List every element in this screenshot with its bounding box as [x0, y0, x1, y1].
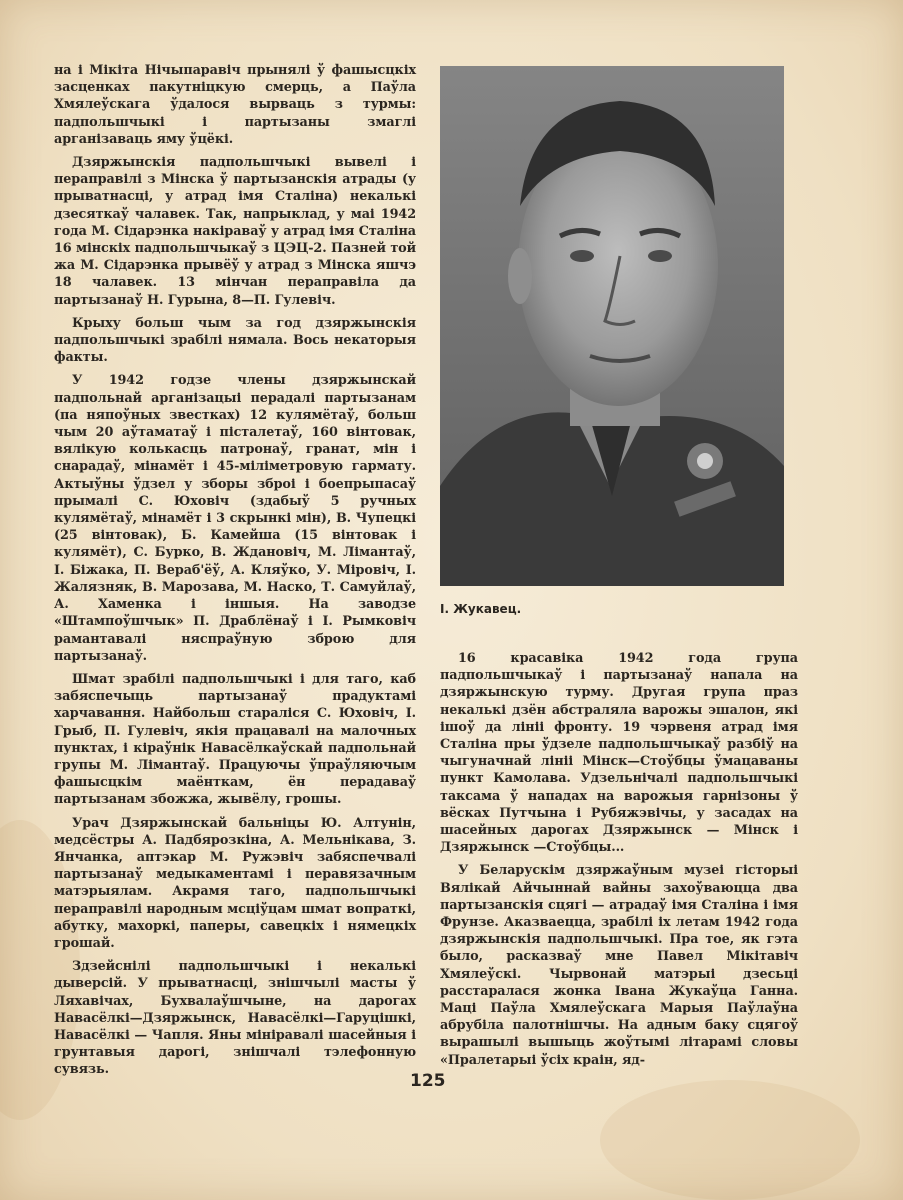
paragraph: Здзейснілі падпольшчыкі і некалькі дыверсій. У прыватнасці, знішчылі масты ў Ляхавічах, Бухвалаўшчыне, на дарогах Навасёлкі—Дзяржынск, Навасёлкі—Гаруцішкі, Навасёлкі — Чапля. Яны мініравалі шасейныя і грунтавыя дарогі, знішчалі тэлефонную сувязь.: [54, 959, 416, 1078]
paragraph: Дзяржынскія падпольшчыкі вывелі і пераправілі з Мінска ў партызанскія атрады (у прыватнасці, у атрад імя Сталіна) некалькі дзесяткаў чалавек. Так, напрыклад, у маі 1942 года М. Сідарэнка накіраваў у атрад імя Сталіна 16 мінскіх падпольшчыкаў з ЦЭЦ-2. Пазней той жа М. Сідарэнка прывёў у атрад з Мінска яшчэ 18 чалавек. 13 мінчан пераправіла да партызанаў Н. Гурына, 8—П. Гулевіч.: [54, 155, 416, 308]
portrait-image: [440, 66, 784, 586]
paragraph: Урач Дзяржынскай бальніцы Ю. Алтунін, медсёстры А. Падбярозкіна, А. Мельнікава, З. Янчанка, аптэкар М. Ружэвіч забяспечвалі партызанаў медыкаментамі і перавязачным матэрыялам. Акрамя таго, падпольшчыкі пераправілі народным мсціўцам шмат вопраткі, абутку, махоркі, паперы, савецкіх і нямецкіх грошай.: [54, 815, 416, 951]
paragraph: на і Мікіта Нічыпаравіч прынялі ў фашысцкіх засценках пакутніцкую смерць, а Паўла Хмялеўскага ўдалося вырваць з турмы: падпольшчыкі і партызаны змаглі арганізаваць яму ўцёкі.: [54, 63, 416, 147]
paragraph: Шмат зрабілі падпольшчыкі і для таго, каб забяспечыць партызанаў прадуктамі харчавання. Найбольш стараліся С. Юховіч, І. Грыб, П. Гулевіч, якія працавалі на малочных пунктах, і кіраўнік Навасёлкаўскай падпольнай групы М. Лімантаў. Працуючы ўпраўляючым фашысцкім маёнткам, ён перадаваў партызанам збожжа, жывёлу, грошы.: [54, 671, 416, 808]
right-text-column: [440, 650, 798, 1075]
photo-caption: І. Жукавец.: [440, 602, 522, 616]
paragraph: У 1942 годзе члены дзяржынскай падпольнай арганізацыі перадалі партызанам (па няпоўных звестках) 12 кулямётаў, больш чым 20 аўтаматаў і пісталетаў, 160 вінтовак, вялікую колькасць патронаў, гранат, мін і снарадаў, мінамёт і 45-міліметровую гармату. Актыўны ўдзел у зборы зброі і боепрыпасаў прымалі С. Юховіч (здабыў 5 ручных кулямётаў, мінамёт і 3 скрынкі мін), В. Чупецкі (25 вінтовак), Б. Камейша (15 вінтовак і кулямёт), С. Бурко, В. Ждановіч, М. Лімантаў, І. Біжака, П. Вераб'ёў, А. Кляўко, У. Міровіч, І. Жалязняк, В. Марозава, М. Наско, Т. Самуйлаў, А. Хаменка і іншыя. На заводзе «Штампоўшчык» П. Драблёнаў і І. Рымковіч рамантавалі няспраўную зброю для партызанаў.: [54, 373, 416, 664]
left-text-column: [54, 62, 416, 1085]
page-number: 125: [410, 1071, 446, 1091]
paragraph: Крыху больш чым за год дзяржынскія падпольшчыкі зрабілі нямала. Вось некаторыя факты.: [54, 315, 416, 366]
paper-stain: [600, 1080, 860, 1200]
paragraph: 16 красавіка 1942 года група падпольшчыкаў і партызанаў напала на дзяржынскую турму. Другая група праз некалькі дзён абстраляла варожы эшалон, які ішоў да лініі фронту. 19 чэрвеня атрад імя Сталіна пры ўдзеле падпольшчыкаў разбіў на чыгуначнай лініі Мінск—Стоўбцы ўмацаваны пункт Камолава. Удзельнічалі падпольшчыкі таксама ў нападах на варожыя гарнізоны ў вёсках Путчына і Рубяжэвічы, у засадах на шасейных дарогах Дзяржынск — Мінск і Дзяржынск —Стоўбцы...: [440, 651, 798, 856]
paragraph: У Беларускім дзяржаўным музеі гісторыі Вялікай Айчыннай вайны захоўваюцца два партызанскія сцягі — атрадаў імя Сталіна і імя Фрунзе. Аказваецца, зрабілі іх летам 1942 года дзяржынскія падпольшчыкі. Пра тое, як гэта было, расказваў мне Павел Мікітавіч Хмялеўскі. Чырвонай матэрыі дзесьці расстаралася жонка Івана Жукаўца Ганна. Маці Паўла Хмялеўскага Марыя Паўлаўна абрубіла палотнішчы. На адным баку сцягоў вырашылі вышыць жоўтымі літарамі словы «Пралетарыі ўсіх краін, яд-: [440, 863, 798, 1068]
portrait-photo: [440, 66, 784, 586]
